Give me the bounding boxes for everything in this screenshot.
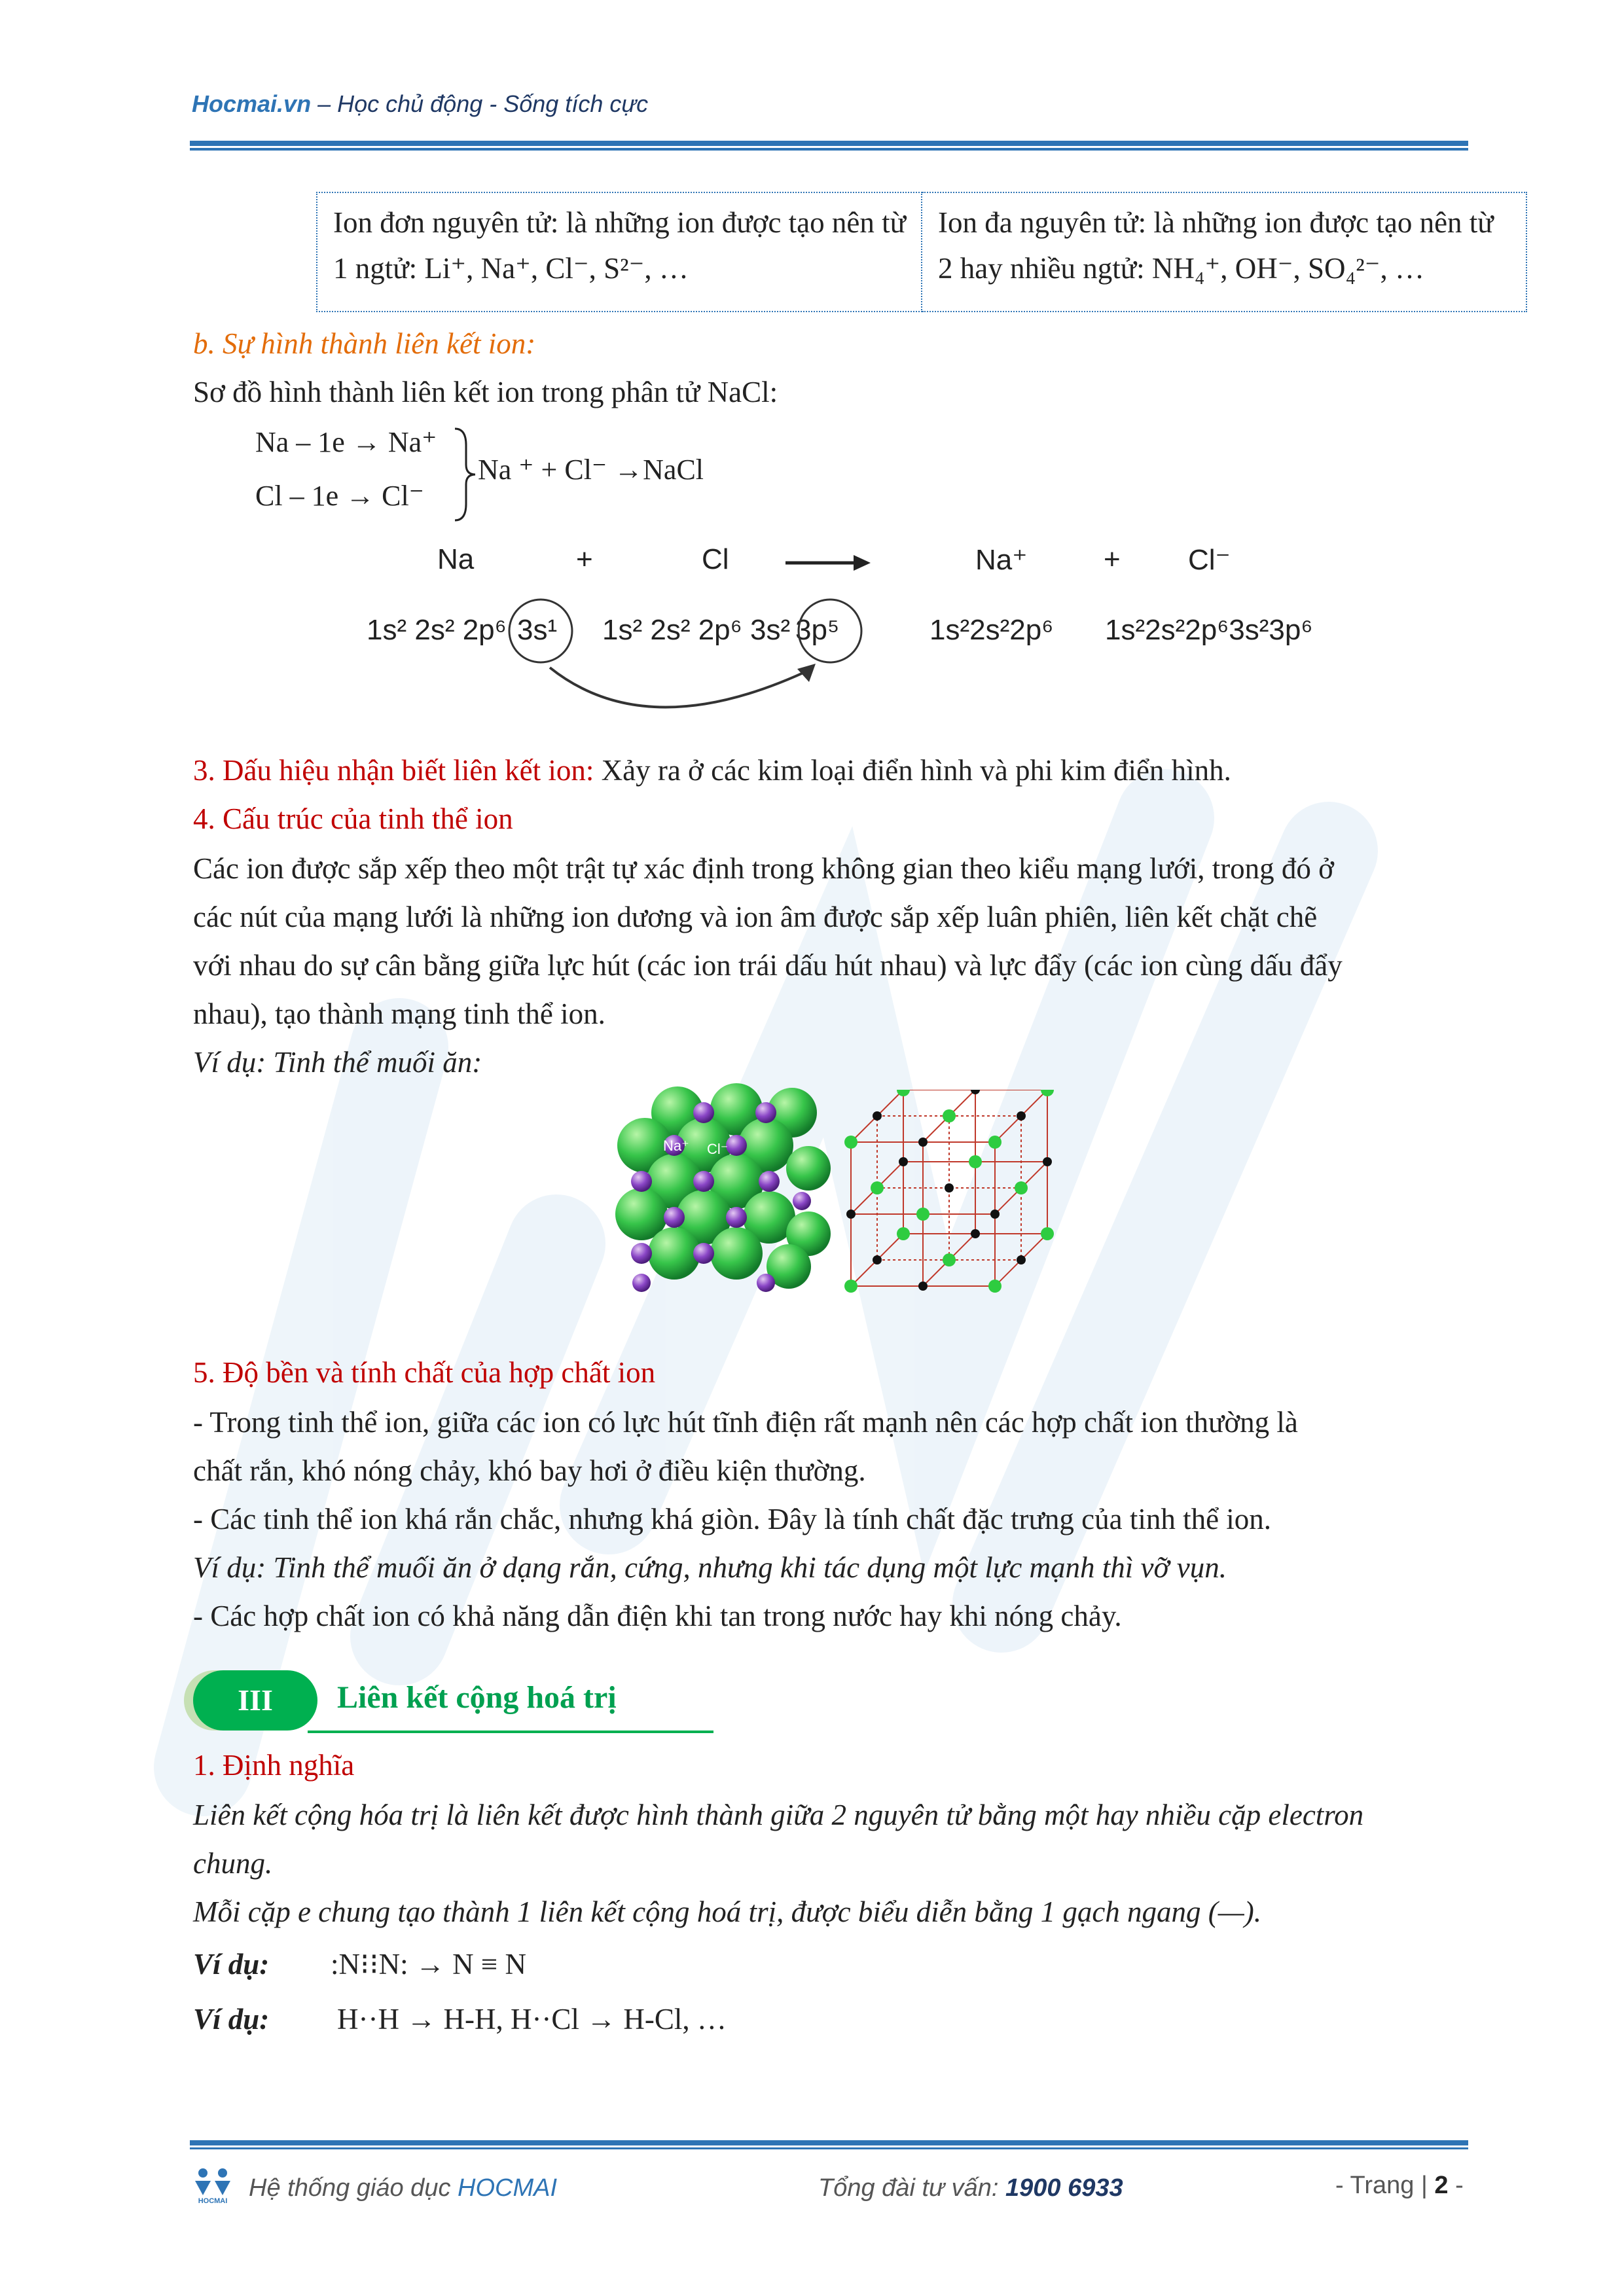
header-brand[interactable]: Hocmai.vn — [192, 90, 312, 117]
definition-heading: 1. Định nghĩa — [193, 1749, 355, 1782]
crystal-na-label: Na⁺ — [663, 1138, 689, 1154]
cl-config: 1s² 2s² 2p⁶ 3s² — [602, 614, 791, 646]
footer-page-suffix: - — [1448, 2172, 1464, 2199]
equation-na: Na – 1e → Na⁺ — [255, 426, 437, 458]
footer-hotline — [818, 2174, 1123, 2202]
section-3-heading: 3. Dấu hiệu nhận biết liên kết ion: — [193, 754, 594, 787]
section-5-line-1: - Trong tinh thể ion, giữa các ion có lực hút tĩnh điện rất mạnh nên các hợp chất ion thường là — [193, 1406, 1298, 1439]
diagram-na-ion: Na⁺ — [975, 544, 1028, 576]
example-n2: :N⁝⁝N: → N ≡ N — [331, 1948, 526, 1981]
example-label-1: Ví dụ: — [193, 1948, 270, 1981]
diagram-na: Na — [437, 543, 475, 575]
electron-transfer-arrow — [550, 668, 812, 708]
section-4-line-1: Các ion được sắp xếp theo một trật tự xác định trong không gian theo kiểu mạng lưới, trong đó ở — [193, 852, 1334, 885]
footer-rule-thin — [190, 2147, 1468, 2149]
section-5-line-2: chất rắn, khó nóng chảy, khó bay hơi ở điều kiện thường. — [193, 1454, 866, 1487]
diagram-cl: Cl — [702, 543, 729, 575]
section-b-intro: Sơ đồ hình thành liên kết ion trong phân tử NaCl: — [193, 376, 778, 408]
section-3-text: Xảy ra ở các kim loại điển hình và phi kim điển hình. — [594, 754, 1231, 787]
page-header — [192, 90, 648, 118]
footer-page-number: 2 — [1434, 2172, 1449, 2199]
na-valence-circle — [509, 600, 572, 662]
reaction-arrow-icon — [785, 550, 871, 576]
footer-hotline-number[interactable]: 1900 6933 — [1005, 2174, 1123, 2202]
section-5-example: Ví dụ: Tinh thể muối ăn ở dạng rắn, cứng, nhưng khi tác dụng một lực mạnh thì vỡ vụn. — [193, 1551, 1227, 1584]
electron-transfer-diagram — [504, 589, 871, 720]
mono-ion-examples: Li⁺, Na⁺, Cl⁻, S²⁻, … — [424, 252, 689, 285]
diagram-cl-ion: Cl⁻ — [1188, 544, 1231, 576]
poly-ion-text: Ion đa nguyên tử: là những ion được tạo nên từ 2 hay nhiều ngtử: — [938, 206, 1494, 285]
na-config: 1s² 2s² 2p⁶ — [367, 614, 507, 646]
section-b-heading: b. Sự hình thành liên kết ion: — [193, 327, 536, 360]
header-tagline: – Học chủ động - Sống tích cực — [311, 90, 649, 117]
cl-valence: 3p⁵ — [795, 614, 840, 646]
footer-rule-thick — [190, 2140, 1468, 2145]
section-5-line-3: - Các tinh thể ion khá rắn chắc, nhưng khá giòn. Đây là tính chất đặc trưng của tinh thể ion. — [193, 1503, 1272, 1535]
header-rule-thick — [190, 141, 1468, 146]
nacl-sphere-model — [612, 1083, 835, 1299]
section-4-line-4: nhau), tạo thành mạng tinh thể ion. — [193, 997, 605, 1030]
svg-text:HOCMAI: HOCMAI — [198, 2197, 228, 2205]
header-rule-thin — [190, 148, 1468, 151]
example-label-2: Ví dụ: — [193, 2003, 270, 2036]
example-h2-hcl: H··H → H-H, H··Cl → H-Cl, … — [337, 2003, 727, 2036]
footer-page-label: - Trang | — [1335, 2172, 1435, 2199]
nacl-lattice-model — [838, 1090, 1060, 1306]
poly-ion-examples: NH₄⁺, OH⁻, SO₄²⁻, … — [1151, 252, 1424, 285]
section-5-heading: 5. Độ bền và tính chất của hợp chất ion — [193, 1356, 656, 1389]
na-ion-config: 1s²2s²2p⁶ — [929, 614, 1054, 646]
ion-types-table — [316, 192, 1527, 312]
section-4-line-3: với nhau do sự cân bằng giữa lực hút (các ion trái dấu hút nhau) và lực đẩy (các ion cùng dấu đẩy — [193, 949, 1343, 982]
section-3 — [193, 746, 1231, 795]
equation-cl: Cl – 1e → Cl⁻ — [255, 480, 424, 512]
section-5-last-line: - Các hợp chất ion có khả năng dẫn điện khi tan trong nước hay khi nóng chảy. — [193, 1600, 1122, 1632]
cl-valence-circle — [799, 600, 861, 662]
diagram-plus-2: + — [1104, 543, 1121, 575]
cl-ion-config: 1s²2s²2p⁶3s²3p⁶ — [1105, 614, 1313, 646]
section-4-heading: 4. Cấu trúc của tinh thể ion — [193, 802, 513, 835]
mono-ion-text: Ion đơn nguyên tử: là những ion được tạo nên từ 1 ngtử: — [333, 206, 907, 285]
definition-line-2: chung. — [193, 1847, 273, 1880]
mono-ion-cell — [317, 192, 922, 312]
footer-system-text: Hệ thống giáo dục — [249, 2174, 458, 2202]
footer-page — [1335, 2172, 1464, 2200]
na-valence: 3s¹ — [517, 614, 558, 646]
equation-result: Na ⁺ + Cl⁻ →NaCl — [478, 454, 704, 486]
definition-line-3: Mỗi cặp e chung tạo thành 1 liên kết cộng hoá trị, được biểu diễn bằng 1 gạch ngang (—). — [193, 1895, 1262, 1928]
section-iii-title: Liên kết cộng hoá trị — [337, 1680, 617, 1715]
hocmai-logo-icon — [190, 2166, 236, 2206]
footer-system — [249, 2174, 557, 2202]
diagram-plus-1: + — [576, 543, 593, 575]
footer-hotline-label: Tổng đài tư vấn: — [818, 2174, 1006, 2202]
section-iii-number: III — [238, 1683, 273, 1717]
section-4-line-2: các nút của mạng lưới là những ion dương và ion âm được sắp xếp luân phiên, liên kết chặt chẽ — [193, 901, 1318, 933]
poly-ion-cell — [922, 192, 1526, 312]
section-4-example: Ví dụ: Tinh thể muối ăn: — [193, 1046, 482, 1079]
equation-brace — [452, 425, 478, 524]
definition-line-1: Liên kết cộng hóa trị là liên kết được hình thành giữa 2 nguyên tử bằng một hay nhiều cặp electron — [193, 1799, 1364, 1831]
section-iii-underline — [308, 1731, 713, 1733]
footer-brand-link[interactable]: HOCMAI — [458, 2174, 558, 2202]
crystal-cl-label: Cl⁻ — [707, 1141, 729, 1157]
